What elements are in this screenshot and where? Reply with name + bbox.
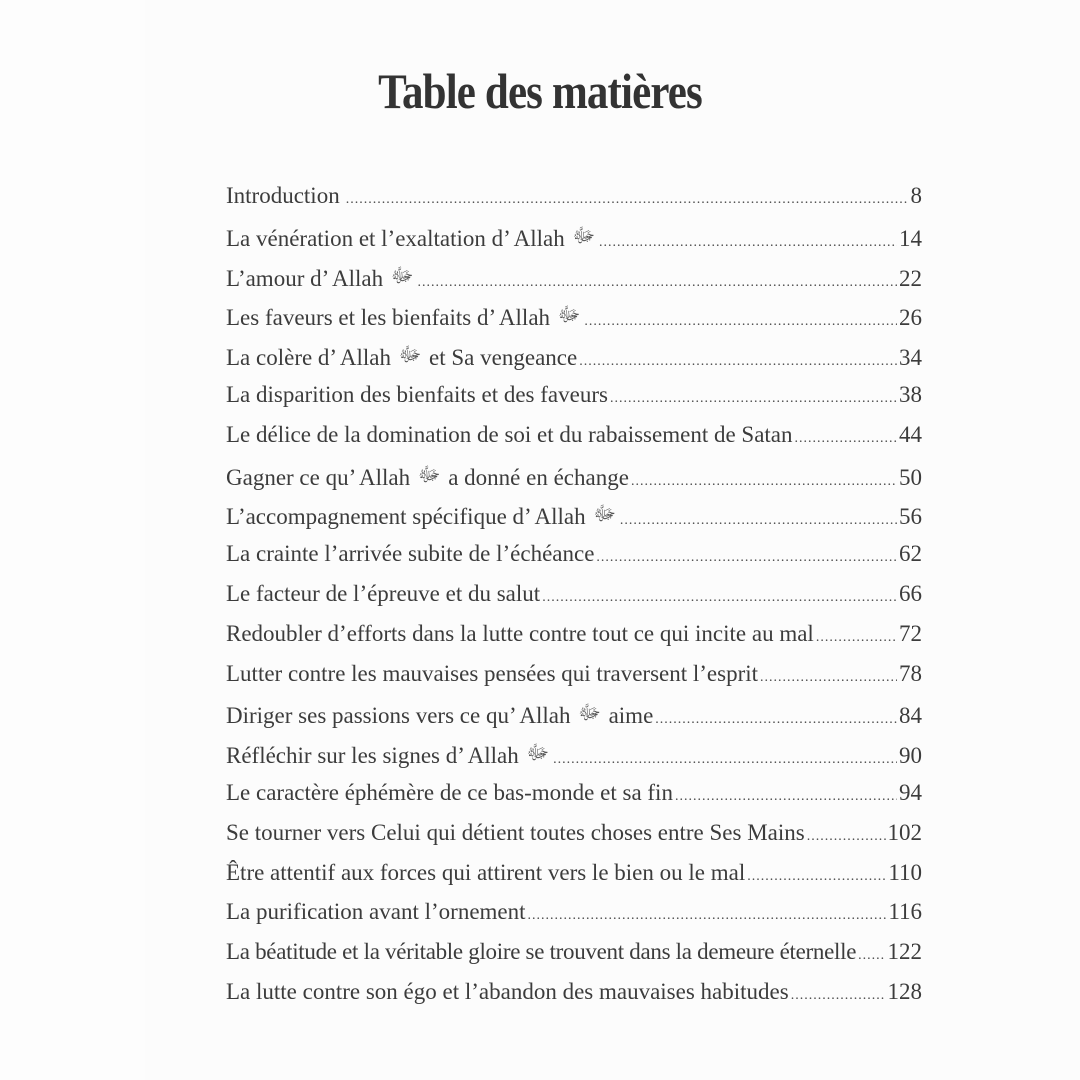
honorific-icon: ﷻ	[417, 463, 441, 486]
toc-entry[interactable]	[226, 462, 922, 502]
toc-entry[interactable]	[226, 979, 922, 1019]
toc-page-number: 50	[899, 464, 922, 490]
honorific-icon: ﷻ	[526, 742, 550, 765]
toc-page-number: 38	[899, 381, 922, 407]
dot-leader	[747, 869, 886, 885]
dot-leader	[346, 192, 909, 208]
dot-leader	[553, 752, 897, 768]
toc-page-number: 116	[888, 899, 922, 925]
toc-entry[interactable]	[226, 740, 922, 780]
toc-page-number: 26	[899, 305, 922, 331]
toc-entry-title: La lutte contre son égo et l’abandon des mauvaises habitudes	[226, 978, 789, 1004]
toc-entry-title: Réfléchir sur les signes d’ Allah ﷻ	[226, 742, 550, 769]
honorific-icon: ﷻ	[578, 702, 601, 725]
toc-page-number: 122	[887, 939, 922, 965]
dot-leader	[760, 670, 897, 686]
toc-entry[interactable]	[226, 780, 922, 820]
toc-page-number: 34	[899, 345, 922, 371]
toc-entry[interactable]	[226, 541, 922, 581]
dot-leader	[528, 908, 887, 924]
dot-leader	[675, 789, 897, 805]
toc-page-number: 14	[899, 225, 922, 251]
toc-entry[interactable]	[226, 302, 922, 342]
toc-entry[interactable]	[226, 860, 922, 900]
honorific-icon: ﷻ	[557, 304, 581, 327]
toc-page-number: 72	[899, 620, 922, 646]
toc-entry-title: Être attentif aux forces qui attirent vers le bien ou le mal	[226, 859, 746, 885]
toc-entry-title: Lutter contre les mauvaises pensées qui traversent l’esprit	[226, 660, 759, 686]
toc-entry-title: La béatitude et la véritable gloire se trouvent dans la demeure éternelle	[226, 939, 857, 965]
toc-entry[interactable]	[226, 820, 922, 860]
toc-entry-title: Gagner ce qu’ Allah ﷻ a donné en échange	[226, 463, 629, 490]
toc-entry[interactable]	[226, 183, 922, 223]
honorific-icon: ﷻ	[390, 264, 414, 287]
toc-page-number: 8	[910, 183, 922, 208]
toc-entry[interactable]	[226, 621, 922, 661]
toc-entry[interactable]	[226, 263, 922, 303]
dot-leader	[596, 550, 897, 566]
toc-entry-title: La crainte l’arrivée subite de l’échéance	[226, 541, 595, 567]
toc-entry-title: Les faveurs et les bienfaits d’ Allah ﷻ	[226, 304, 581, 331]
toc-entry[interactable]	[226, 382, 922, 422]
dot-leader	[816, 630, 897, 646]
toc-entry[interactable]	[226, 700, 922, 740]
toc-page-number: 44	[899, 421, 922, 447]
dot-leader	[417, 275, 897, 291]
toc-entry[interactable]	[226, 899, 922, 939]
toc-page-number: 78	[899, 660, 922, 686]
toc-entry-title: La disparition des bienfaits et des faveurs	[226, 381, 608, 407]
toc-entry[interactable]	[226, 223, 922, 263]
toc-entry-title: La colère d’ Allah ﷻ et Sa vengeance	[226, 344, 578, 371]
toc-entry-title: Le caractère éphémère de ce bas-monde et sa fin	[226, 779, 673, 805]
toc-entry[interactable]	[226, 661, 922, 701]
toc-page-number: 110	[888, 859, 922, 885]
toc-entry[interactable]	[226, 342, 922, 382]
dot-leader	[584, 314, 897, 330]
dot-leader	[655, 712, 897, 728]
dot-leader	[631, 474, 897, 490]
dot-leader	[858, 948, 885, 964]
toc-page-number: 94	[899, 779, 922, 805]
table-of-contents	[226, 183, 922, 1019]
dot-leader	[542, 590, 897, 606]
toc-page-number: 22	[899, 265, 922, 291]
dot-leader	[599, 235, 897, 251]
toc-entry-title: Se tourner vers Celui qui détient toutes choses entre Ses Mains	[226, 819, 805, 845]
dot-leader	[620, 513, 897, 529]
dot-leader	[795, 431, 897, 447]
toc-page-number: 84	[899, 703, 922, 729]
dot-leader	[807, 829, 886, 845]
dot-leader	[610, 391, 897, 407]
toc-entry-title: Le délice de la domination de soi et du rabaissement de Satan	[226, 421, 793, 447]
toc-entry-title: Redoubler d’efforts dans la lutte contre tout ce qui incite au mal	[226, 620, 814, 646]
page-title: Table des matières	[378, 63, 702, 119]
honorific-icon: ﷻ	[398, 344, 422, 367]
toc-entry-title: Diriger ses passions vers ce qu’ Allah ﷻ aime	[226, 702, 654, 729]
toc-entry-title: Le facteur de l’épreuve et du salut	[226, 580, 541, 606]
dot-leader	[579, 354, 897, 370]
toc-entry-title: La vénération et l’exaltation d’ Allah ﷻ	[226, 224, 596, 251]
toc-entry-title: L’amour d’ Allah ﷻ	[226, 264, 414, 291]
honorific-icon: ﷻ	[593, 503, 616, 526]
toc-page-number: 56	[899, 504, 922, 530]
toc-page-number: 90	[899, 743, 922, 769]
toc-page-number: 102	[887, 819, 922, 845]
toc-entry-title: L’accompagnement spécifique d’ Allah ﷻ	[226, 503, 616, 530]
toc-entry-title: La purification avant l’ornement	[226, 899, 526, 925]
toc-page-number: 128	[887, 978, 922, 1004]
honorific-icon: ﷻ	[572, 224, 596, 247]
toc-entry[interactable]	[226, 501, 922, 541]
dot-leader	[791, 988, 886, 1004]
toc-page-number: 66	[899, 580, 922, 606]
toc-entry-title: Introduction	[226, 183, 340, 208]
toc-entry[interactable]	[226, 581, 922, 621]
toc-entry[interactable]	[226, 939, 922, 979]
toc-page-number: 62	[899, 541, 922, 567]
toc-entry[interactable]	[226, 422, 922, 462]
